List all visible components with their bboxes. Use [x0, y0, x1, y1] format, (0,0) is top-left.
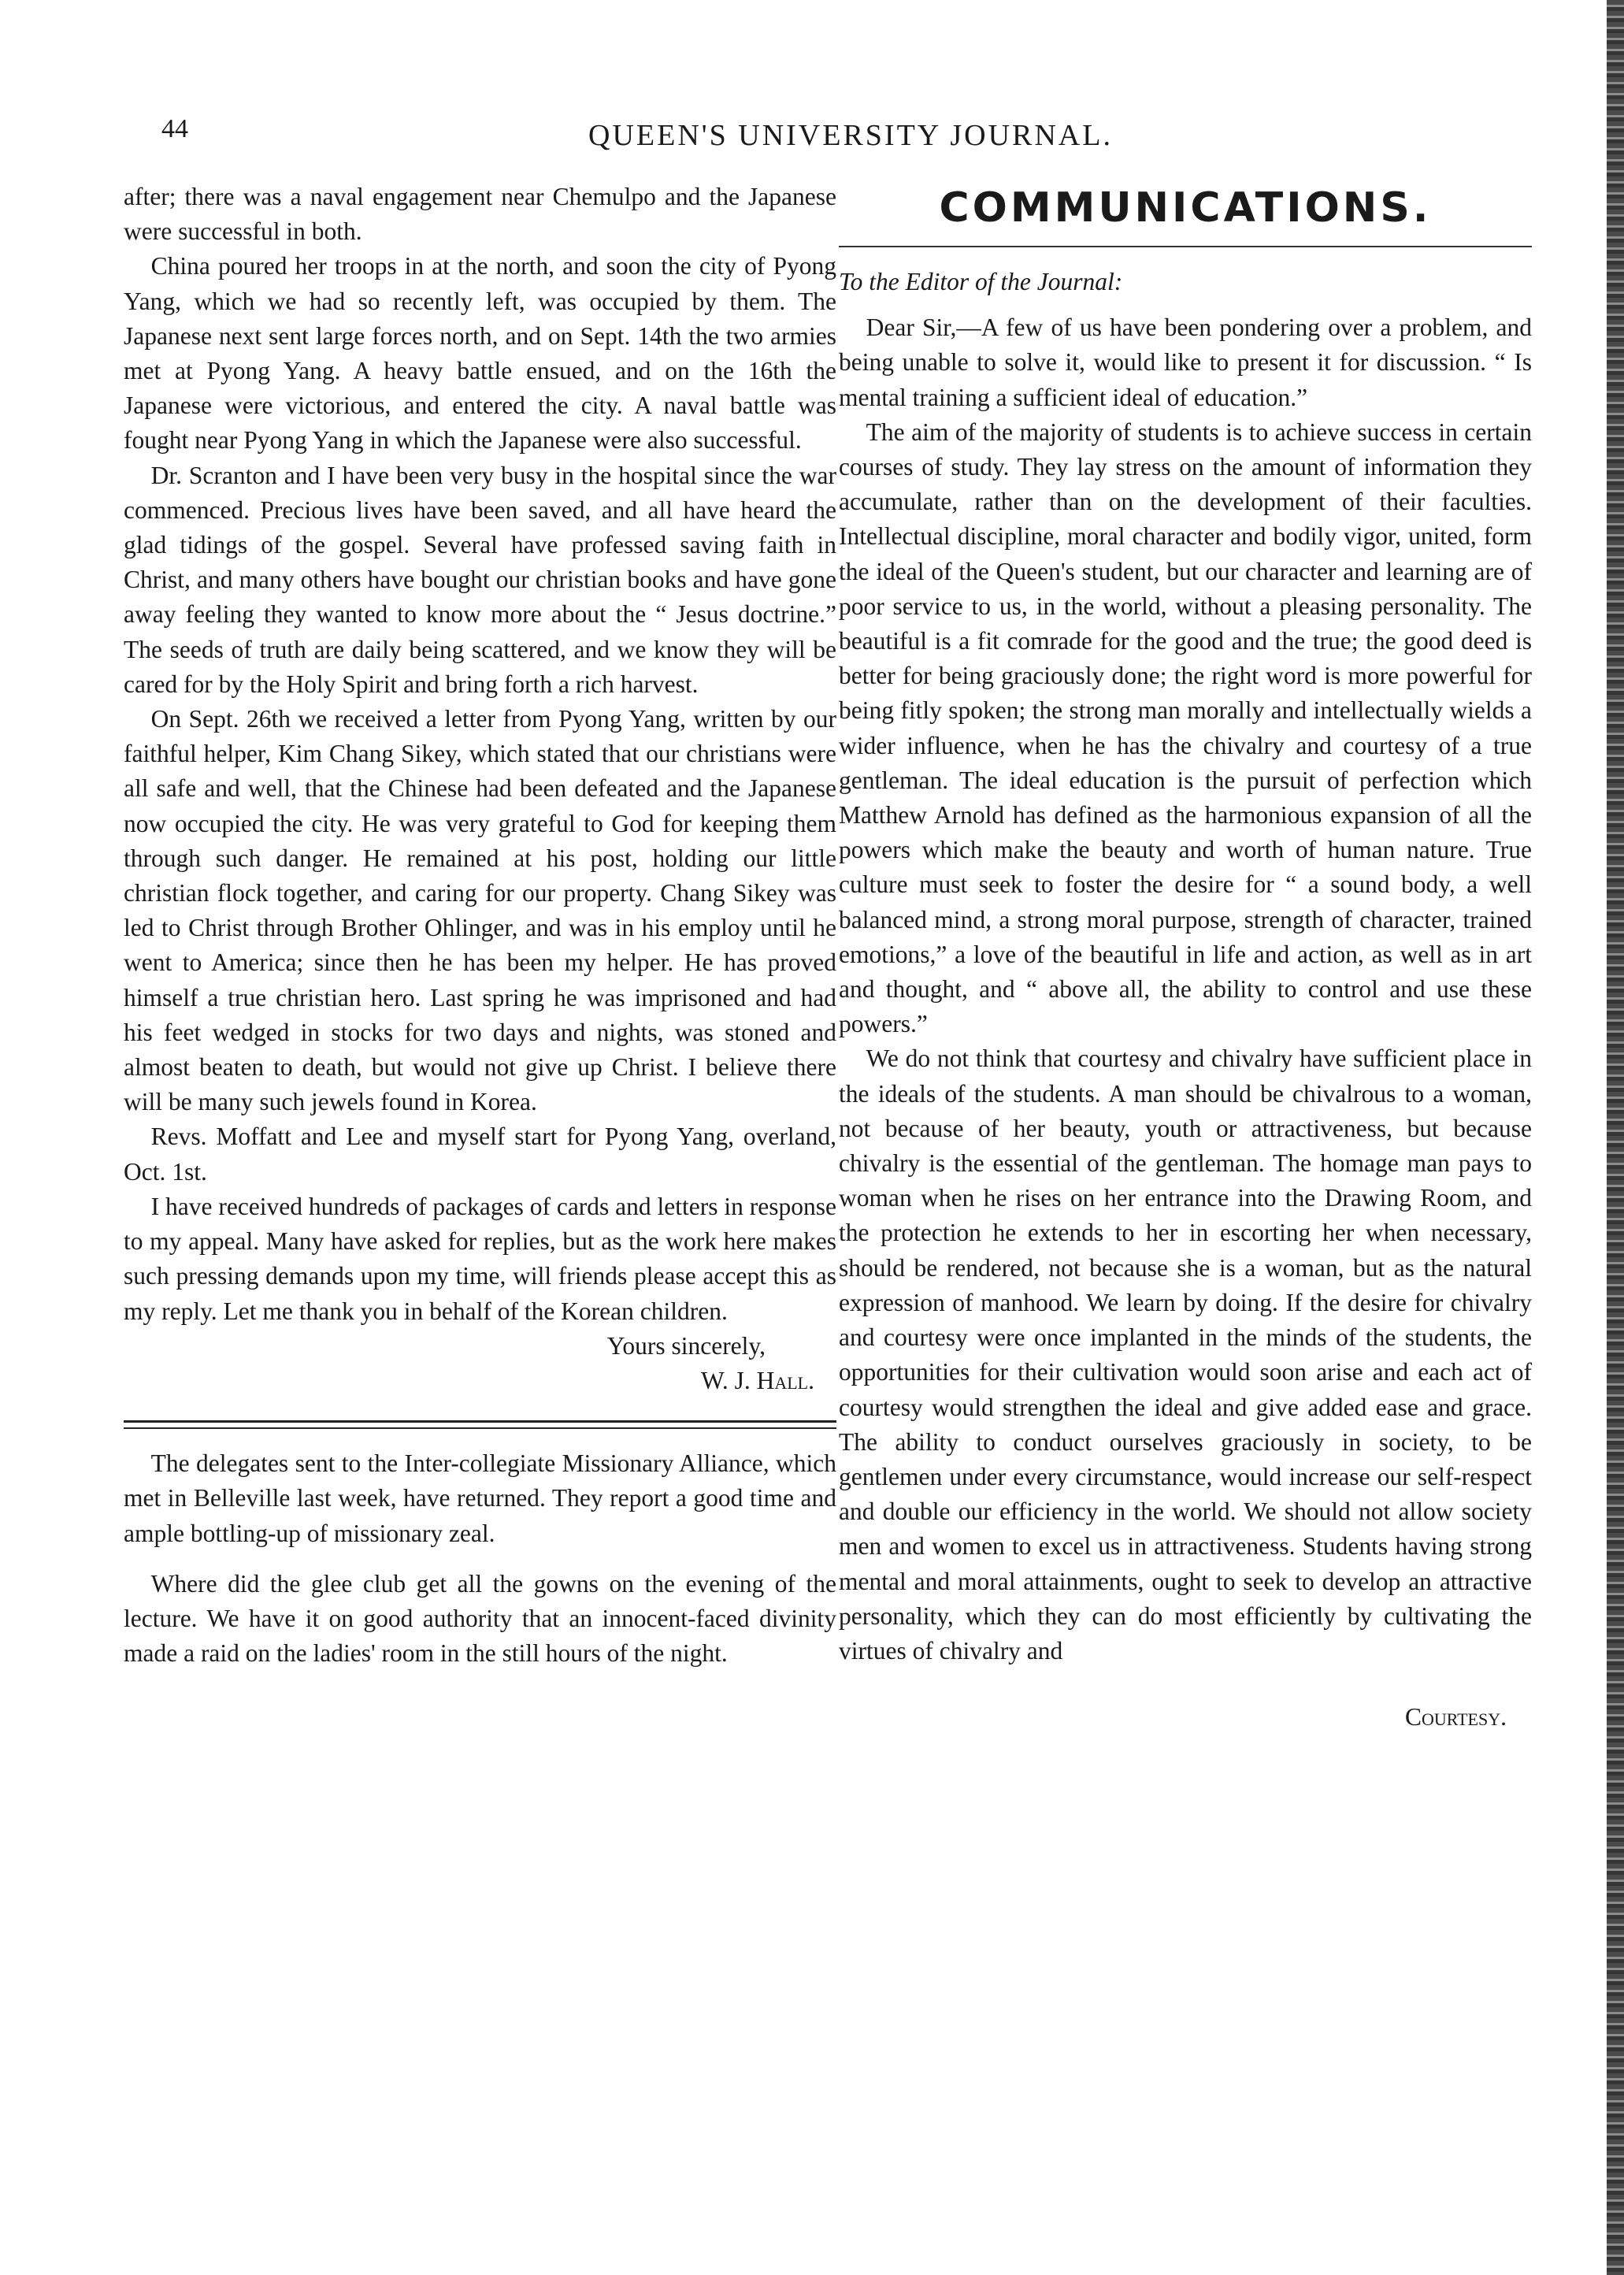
letter-closing: Yours sincerely,: [606, 1331, 766, 1360]
letter-salutation: To the Editor of the Journal:: [839, 268, 1123, 295]
communication-paragraph: The aim of the majority of students is to achieve success in certain courses of study. They lay stress on the amount of information they accumulate, rather than on the development of their faculties. Intellectual discipline, moral character and bodily vigor, united, form the ideal of the Queen's student, but our character and learning are of poor service to us, in the world, without a pleasing personality. The beautiful is a fit comrade for the good and the true; the good deed is better for being graciously done; the right word is more powerful for being fitly spoken; the strong man morally and intellectually wields a wider influence, when he has the chivalry and courtesy of a true gentleman. The ideal education is the pursuit of perfection which Matthew Arnold has defined as the harmonious expansion of all the powers which make the beauty and worth of human nature. True culture must seek to foster the desire for “ a sound body, a well balanced mind, a strong moral purpose, strength of character, trained emotions,” a love of the beautiful in life and action, as well as in art and thought, and “ above all, the ability to control and use these powers.”: [839, 418, 1532, 1038]
letter-paragraph: I have received hundreds of packages of cards and letters in response to my appeal. Many have asked for replies, but as the work here makes such pressing demands upon my time, will friends please accept this as my reply. Let me thank you in behalf of the Korean children.: [124, 1192, 836, 1325]
news-note: The delegates sent to the Inter-collegiate Missionary Alliance, which met in Belleville last week, have returned. They report a good time and ample bottling-up of missionary zeal.: [124, 1449, 836, 1547]
letter-paragraph: Revs. Moffatt and Lee and myself start for Pyong Yang, overland, Oct. 1st.: [124, 1123, 836, 1186]
communication-signature: Courtesy.: [1404, 1703, 1507, 1731]
binding-edge: [1607, 0, 1624, 2275]
letter-signature: W. J. Hall.: [701, 1366, 814, 1394]
news-note: Where did the glee club get all the gowns on the evening of the lecture. We have it on good authority that an innocent-faced divinity made a raid on the ladies' room in the still hours of the night.: [124, 1569, 836, 1668]
title-rule: [839, 246, 1532, 247]
running-head: QUEEN'S UNIVERSITY JOURNAL.: [588, 119, 1113, 152]
page-number: 44: [161, 114, 188, 143]
section-title: COMMUNICATIONS.: [939, 184, 1432, 232]
right-column: [839, 180, 1532, 1735]
news-notes: [124, 1446, 836, 1671]
letter-paragraph: Dr. Scranton and I have been very busy in the hospital since the war commenced. Precious lives have been saved, and all have heard the glad tidings of the gospel. Several have professed saving faith in Christ, and many others have bought our christian books and have gone away feeling they wanted to know more about the “ Jesus doctrine.” The seeds of truth are daily being scattered, and we know they will be cared for by the Holy Spirit and bring forth a rich harvest.: [124, 461, 836, 698]
communication-paragraph: Dear Sir,—A few of us have been pondering over a problem, and being unable to solve it, would like to present it for discussion. “ Is mental training a sufficient ideal of education.”: [839, 314, 1532, 411]
letter-paragraph: after; there was a naval engagement near Chemulpo and the Japanese were successful in both.: [124, 183, 836, 246]
communication-paragraph: We do not think that courtesy and chivalry have sufficient place in the ideals of the students. A man should be chivalrous to a woman, not because of her beauty, youth or attractiveness, but because chivalry is the essential of the gentleman. The homage man pays to woman when he rises on her entrance into the Drawing Room, and the protection he extends to her in escorting her when necessary, should be rendered, not because she is a woman, but as the natural expression of manhood. We learn by doing. If the desire for chivalry and courtesy were once implanted in the minds of the students, the opportunities for their cultivation would soon arise and each act of courtesy would strengthen the ideal and give added ease and grace. The ability to conduct ourselves graciously in society, to be gentlemen under every circumstance, would increase our self-respect and double our efficiency in the world. We should not allow society men and women to excel us in attractiveness. Students having strong mental and moral attainments, ought to seek to develop an attractive personality, which they can do most efficiently by cultivating the virtues of chivalry and: [839, 1045, 1532, 1664]
letter-paragraph: On Sept. 26th we received a letter from Pyong Yang, written by our faithful helper, Kim Chang Sikey, which stated that our christians were all safe and well, that the Chinese had been defeated and the Japanese now occupied the city. He was very grateful to God for keeping them through such danger. He remained at his post, holding our little christian flock together, and caring for our property. Chang Sikey was led to Christ through Brother Ohlinger, and was in his employ until he went to America; since then he has been my helper. He has proved himself a true christian hero. Last spring he was imprisoned and had his feet wedged in stocks for two days and nights, was stoned and almost beaten to death, but would not give up Christ. I believe there will be many such jewels found in Korea.: [124, 705, 836, 1116]
section-divider: [124, 1420, 836, 1429]
letter-paragraph: China poured her troops in at the north, and soon the city of Pyong Yang, which we had so recently left, was occupied by them. The Japanese next sent large forces north, and on Sept. 14th the two armies met at Pyong Yang. A heavy battle ensued, and on the 16th the Japanese were victorious, and entered the city. A naval battle was fought near Pyong Yang in which the Japanese were also successful.: [124, 252, 836, 455]
left-column: [124, 180, 836, 1687]
